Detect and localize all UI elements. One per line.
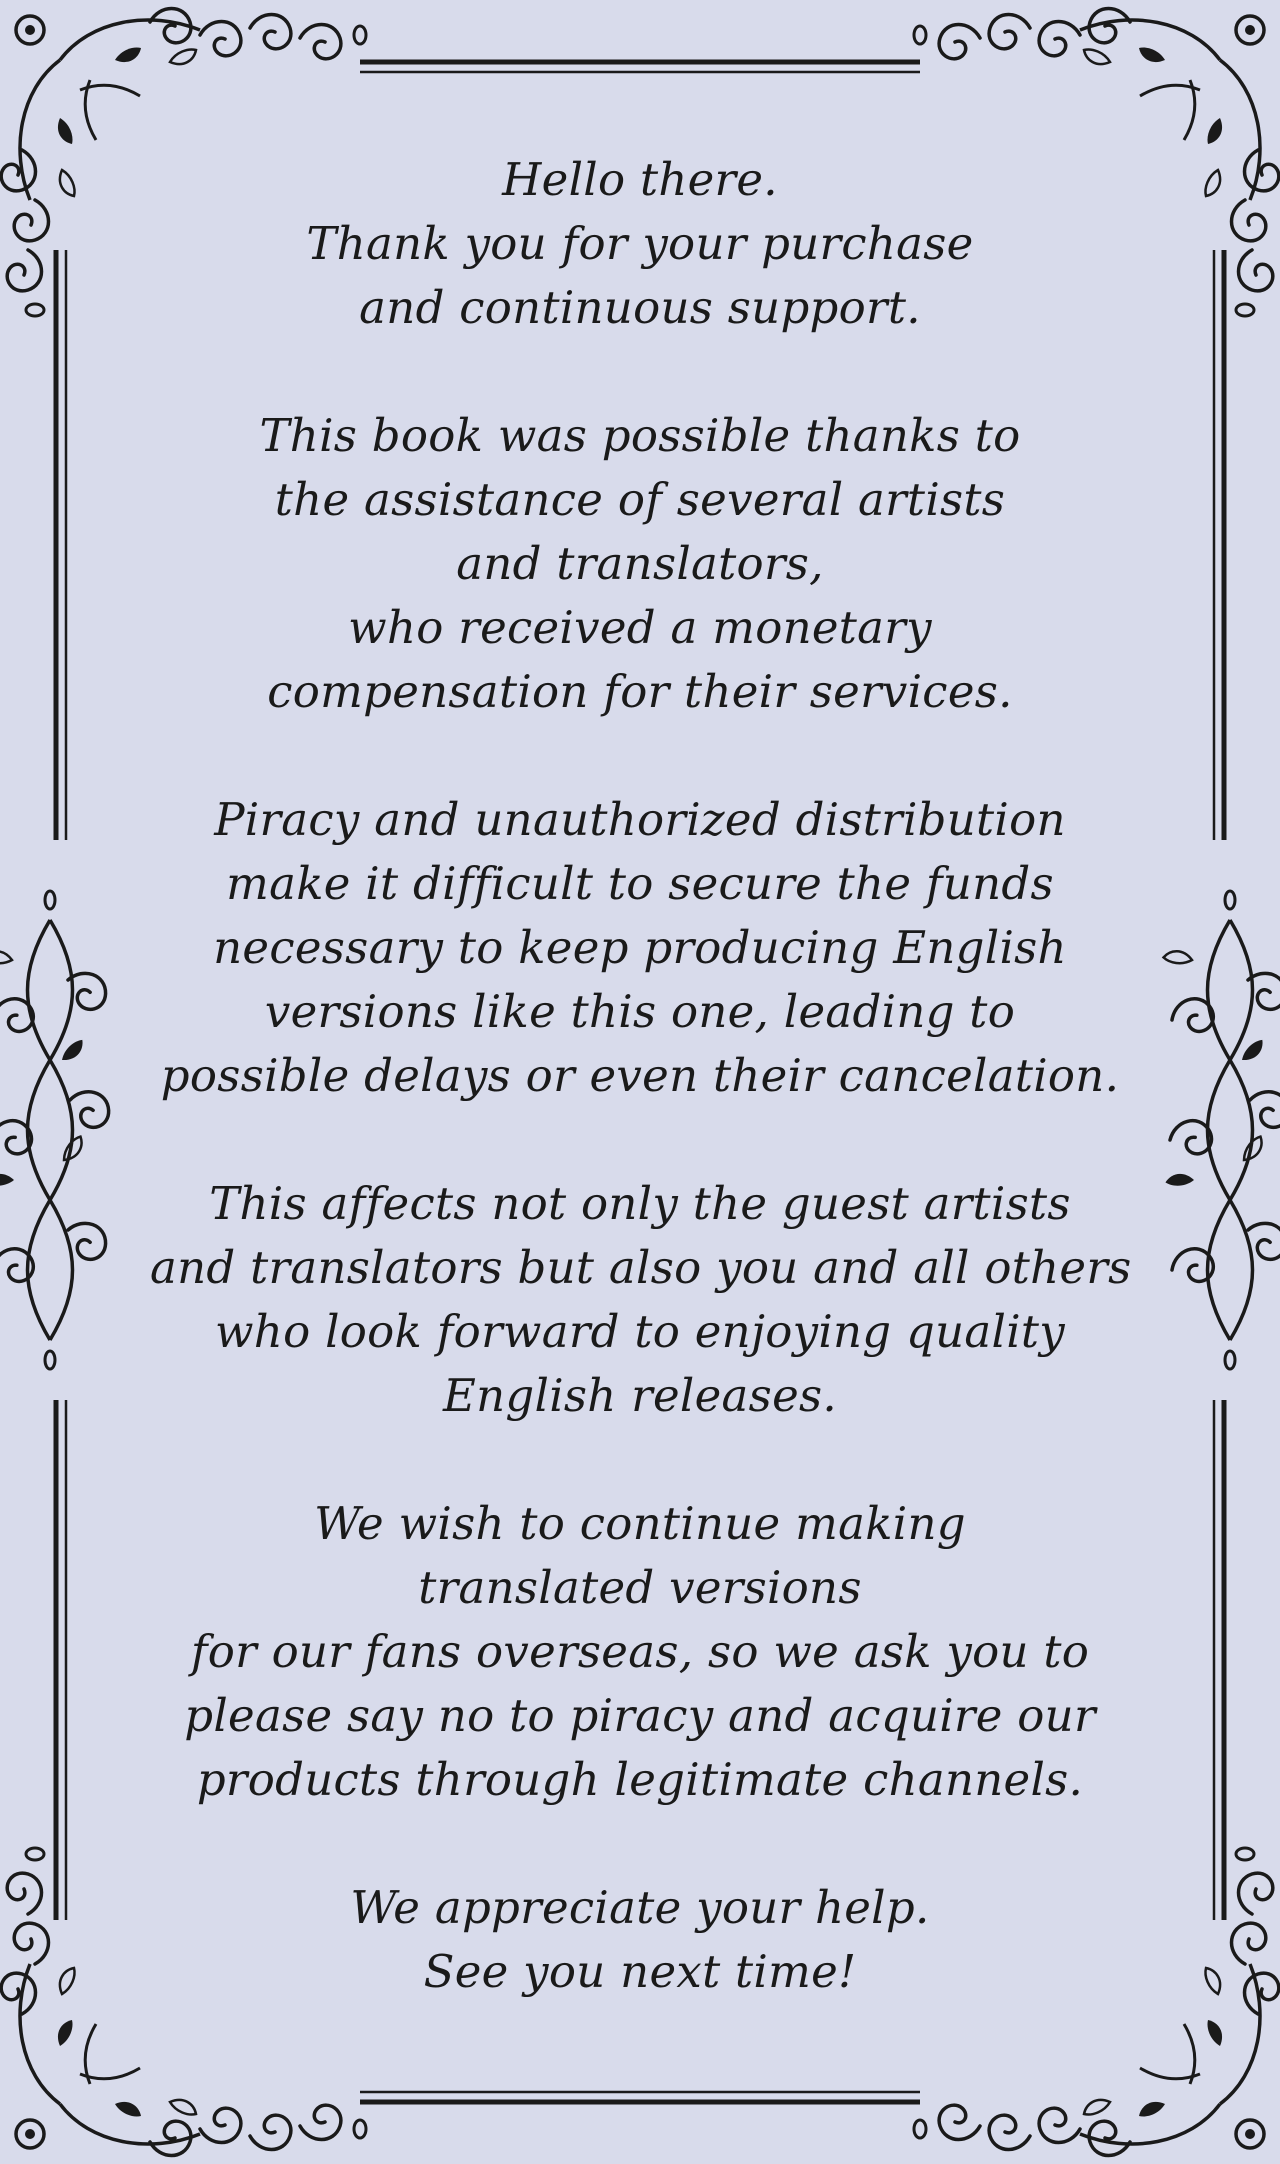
text-line: This book was possible thanks to [259, 409, 1021, 462]
text-line: Hello there. [502, 153, 778, 206]
closing-paragraph [150, 1876, 1130, 2004]
text-line: and continuous support. [359, 281, 921, 334]
text-line: who received a monetary [348, 601, 932, 654]
impact-paragraph [150, 1172, 1130, 1428]
text-line: We wish to continue making [314, 1497, 966, 1550]
text-line: English releases. [442, 1369, 838, 1422]
piracy-paragraph [150, 788, 1130, 1108]
notice-text [150, 148, 1130, 2004]
credits-paragraph [150, 404, 1130, 724]
side-ornament-right [1163, 891, 1280, 1369]
text-line: the assistance of several artists [274, 473, 1006, 526]
text-line: necessary to keep producing English [213, 921, 1067, 974]
text-line: and translators, [456, 537, 824, 590]
text-line: possible delays or even their cancelation. [160, 1049, 1120, 1102]
text-line: Thank you for your purchase [306, 217, 974, 270]
text-line: translated versions [418, 1561, 862, 1614]
text-line: who look forward to enjoying quality [214, 1305, 1066, 1358]
text-line: This affects not only the guest artists [209, 1177, 1071, 1230]
text-line: versions like this one, leading to [264, 985, 1016, 1038]
text-line: for our fans overseas, so we ask you to [190, 1625, 1090, 1678]
text-line: please say no to piracy and acquire our [184, 1689, 1096, 1742]
text-line: compensation for their services. [267, 665, 1013, 718]
text-line: and translators but also you and all others [150, 1241, 1132, 1294]
text-line: make it difficult to secure the funds [226, 857, 1054, 910]
text-line: products through legitimate channels. [196, 1753, 1084, 1806]
text-line: Piracy and unauthorized distribution [214, 793, 1066, 846]
text-line: See you next time! [423, 1945, 857, 1998]
side-ornament-left [0, 891, 113, 1369]
request-paragraph [150, 1492, 1130, 1812]
text-line: We appreciate your help. [350, 1881, 930, 1934]
greeting-paragraph [150, 148, 1130, 340]
